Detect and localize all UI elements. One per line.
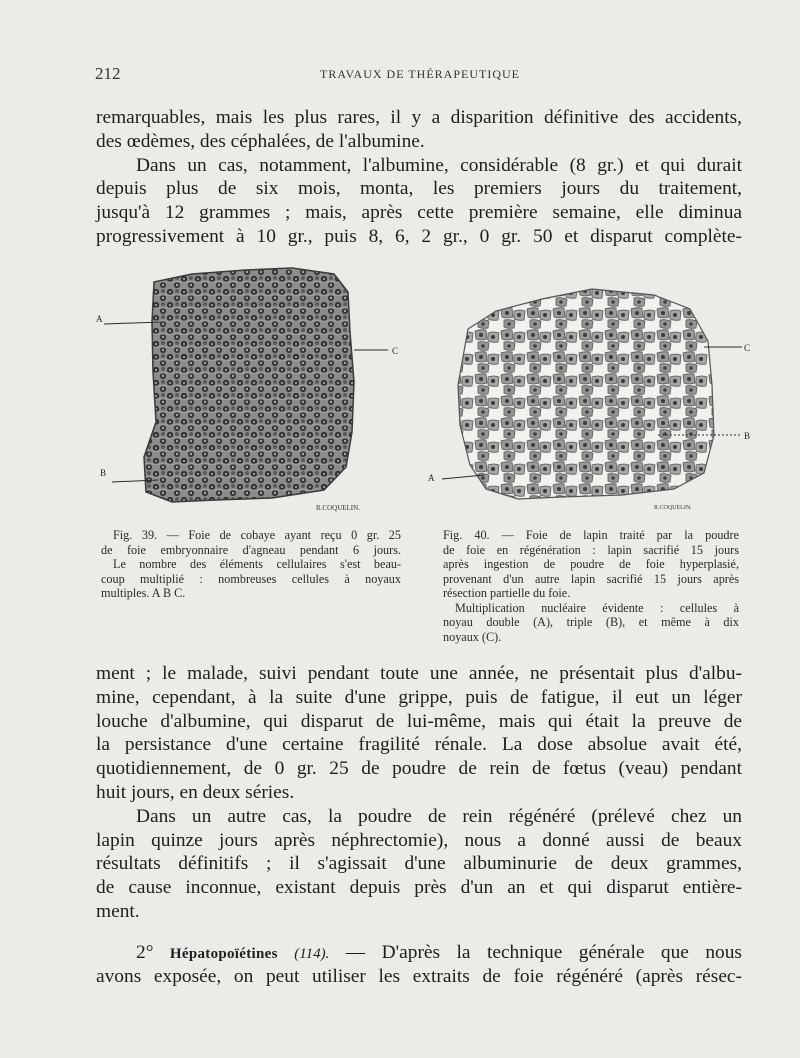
figure-40-micrograph: [422, 285, 760, 515]
artist-signature: R.COQUELIN.: [316, 504, 360, 512]
label-b: B: [744, 431, 751, 441]
text-line: ment ; le malade, suivi pendant toute une année, ne présentait plus d'albu-: [96, 663, 742, 684]
caption-line: Le nombre des éléments cellulaires s'est beau-: [113, 557, 401, 571]
text-line: depuis plus de six mois, monta, les premiers jours du traitement,: [96, 178, 742, 200]
text-line: jusqu'à 12 grammes ; mais, après cette première semaine, elle diminua: [96, 202, 742, 224]
text-line: huit jours, en deux séries.: [96, 781, 295, 803]
caption-line: de foie en régénération : lapin sacrifié 15 jours: [443, 542, 739, 557]
text-line: lapin quinze jours après néphrectomie), nous a donné aussi de beaux: [96, 829, 742, 851]
caption-line: provenant d'un autre lapin sacrifié 15 jours après: [443, 571, 739, 586]
label-c: C: [744, 343, 751, 353]
caption-line: Multiplication nucléaire évidente : cellules à: [455, 600, 739, 615]
caption-line: après ingestion de poudre de foie hyperplasié,: [443, 557, 739, 571]
section-text: — D'après la technique générale que nous: [345, 942, 742, 963]
text-line: louche d'albumine, qui disparut de lui-même, mais qui était la preuve de: [96, 710, 742, 732]
text-line: des œdèmes, des céphalées, de l'albumine.: [96, 130, 425, 152]
caption-line: de foie embryonnaire d'agneau pendant 6 jours.: [101, 542, 401, 557]
text-line: ment.: [96, 900, 140, 922]
section-heading-line: [96, 941, 742, 965]
page-number: 212: [95, 64, 121, 83]
page-header: [95, 64, 745, 86]
text-line: progressivement à 10 gr., puis 8, 6, 2 gr., 0 gr. 50 et disparut complète-: [96, 225, 742, 247]
caption-line: coup multiplié : nombreuses cellules à noyaux: [101, 571, 401, 586]
figure-39-caption: [101, 528, 401, 601]
section-heading: Hépatopoïétines: [169, 946, 278, 962]
label-a: A: [96, 314, 103, 324]
running-title: TRAVAUX DE THÉRAPEUTIQUE: [319, 67, 520, 81]
section-number: 2°: [136, 942, 154, 963]
text-line: la persistance d'une certaine fragilité rénale. La dose absolue avait été,: [96, 734, 742, 756]
caption-line: multiples. A B C.: [101, 586, 186, 600]
text-line: Dans un cas, notamment, l'albumine, considérable (8 gr.) et qui durait: [136, 154, 742, 176]
section-hepatopoietines: [96, 941, 742, 989]
label-c: C: [392, 346, 399, 356]
figure-40-caption: [443, 528, 739, 644]
text-line: remarquables, mais les plus rares, il y a disparition définitive des accidents,: [96, 107, 742, 128]
caption-line: Fig. 40. — Foie de lapin traité par la poudre: [443, 528, 739, 542]
text-line: mine, cependant, à la suite d'une grippe, puis de fatigue, il eut un léger: [96, 686, 742, 708]
figure-39-micrograph: [96, 262, 416, 517]
text-line: de cause inconnue, existant depuis près d'un an et qui disparut entière-: [96, 877, 742, 899]
caption-line: résection partielle du foie.: [443, 586, 571, 600]
paragraph-bottom: [96, 662, 742, 924]
text-line: résultats définitifs ; il s'agissait d'une albuminurie de deux grammes,: [96, 853, 742, 875]
text-line: avons exposée, on peut utiliser les extraits de foie régénéré (après résec-: [96, 965, 742, 987]
label-a: A: [428, 473, 435, 483]
caption-line: noyau double (A), triple (B), et même à dix: [443, 615, 739, 629]
text-line: quotidiennement, de 0 gr. 25 de poudre de rein de fœtus (veau) pendant: [96, 758, 742, 780]
paragraph-top: [96, 106, 742, 249]
artist-signature: R.COQUELIN.: [654, 505, 692, 511]
reference-number: (114).: [294, 946, 330, 962]
caption-line: noyaux (C).: [443, 629, 502, 644]
label-b: B: [100, 468, 107, 478]
caption-line: Fig. 39. — Foie de cobaye ayant reçu 0 gr. 25: [113, 528, 401, 542]
text-line: Dans un autre cas, la poudre de rein régénéré (prélevé chez un: [136, 805, 742, 827]
